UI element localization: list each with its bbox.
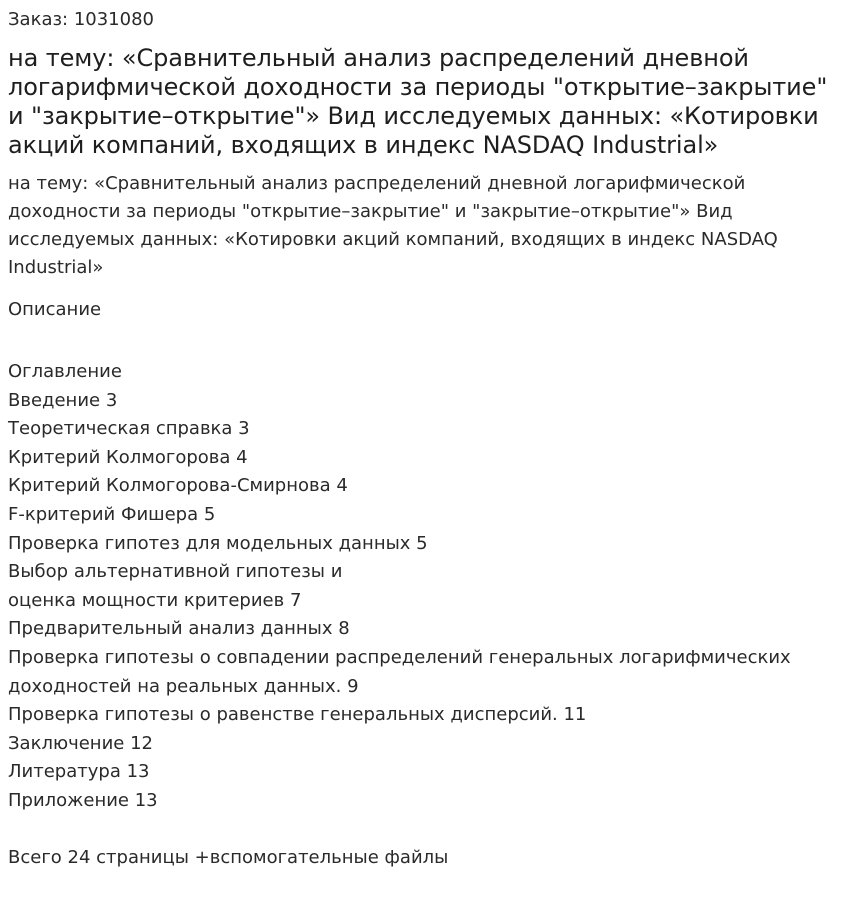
toc-item: оценка мощности критериев 7 bbox=[8, 589, 302, 611]
description-label: Описание bbox=[8, 299, 102, 320]
order-number: Заказ: 1031080 bbox=[8, 9, 154, 30]
document-title: на тему: «Сравнительный анализ распределений дневной логарифмической доходности за периоды "открытие–закрытие" и "закрытие–открытие"» Вид исследуемых данных: «Котировки акций компаний, входящих в индекс NASDAQ Industrial» bbox=[8, 44, 828, 159]
toc-item: Выбор альтернативной гипотезы и bbox=[8, 561, 343, 583]
toc-item: Предварительный анализ данных 8 bbox=[8, 618, 350, 640]
table-of-contents bbox=[8, 358, 839, 816]
toc-item: Проверка гипотезы о равенстве генеральных дисперсий. 11 bbox=[8, 704, 587, 726]
page-count: Всего 24 страницы +вспомогательные файлы bbox=[8, 846, 449, 868]
toc-item: Теоретическая справка 3 bbox=[8, 418, 250, 440]
toc-item: Приложение 13 bbox=[8, 789, 158, 811]
toc-item: F-критерий Фишера 5 bbox=[8, 503, 216, 525]
toc-item: Заключение 12 bbox=[8, 732, 153, 754]
toc-item: Критерий Колмогорова 4 bbox=[8, 446, 248, 468]
toc-item: Проверка гипотезы о совпадении распределений генеральных логарифмических доходностей на реальных данных. 9 bbox=[8, 646, 791, 697]
toc-item: Проверка гипотез для модельных данных 5 bbox=[8, 532, 428, 554]
toc-item: Литература 13 bbox=[8, 761, 150, 783]
toc-item: Критерий Колмогорова-Смирнова 4 bbox=[8, 475, 348, 497]
toc-heading: Оглавление bbox=[8, 361, 122, 382]
document-subtitle: на тему: «Сравнительный анализ распределений дневной логарифмической доходности за периоды "открытие–закрытие" и "закрытие–открытие"» Вид исследуемых данных: «Котировки акций компаний, входящих в индекс NASDAQ Industrial» bbox=[8, 173, 778, 278]
toc-item: Введение 3 bbox=[8, 389, 118, 411]
